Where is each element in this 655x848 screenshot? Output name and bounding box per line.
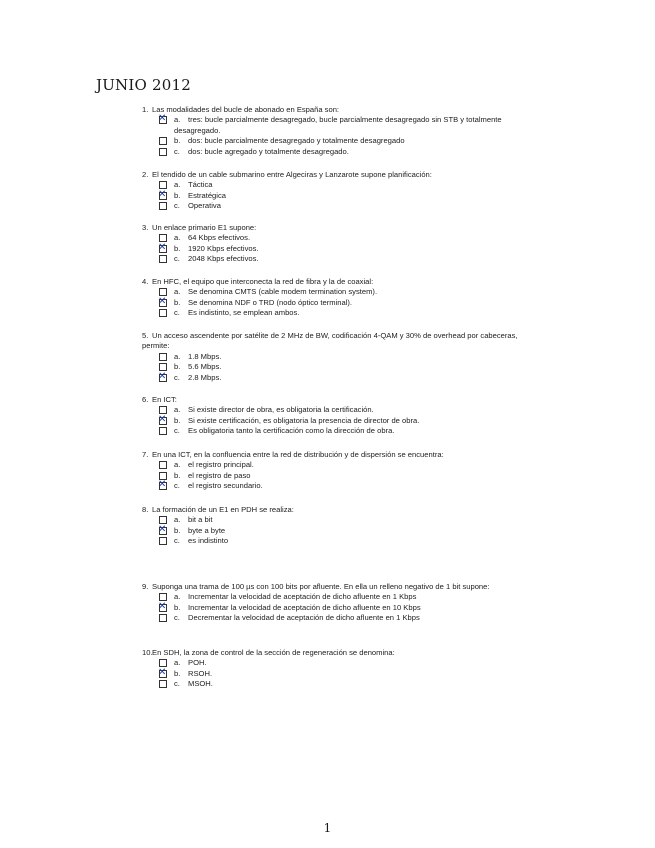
- checkbox[interactable]: [158, 188, 167, 200]
- question-7: [142, 450, 522, 492]
- option-6c[interactable]: [142, 426, 522, 436]
- question-text: Las modalidades del bucle de abonado en España son:: [152, 105, 340, 114]
- option-text: POH.: [188, 658, 207, 668]
- option-text: dos: bucle parcialmente desagregado y totalmente desagregado: [188, 136, 405, 146]
- option-7b[interactable]: [142, 471, 522, 481]
- option-letter: c.: [174, 679, 180, 689]
- option-8a[interactable]: [142, 515, 522, 525]
- option-letter: a.: [174, 658, 181, 668]
- checkbox[interactable]: [158, 600, 167, 612]
- option-letter: c.: [174, 426, 180, 436]
- option-8c[interactable]: [142, 536, 522, 546]
- question-text: El tendido de un cable submarino entre Algeciras y Lanzarote supone planificación:: [152, 170, 432, 179]
- checkbox[interactable]: [158, 523, 167, 535]
- checkbox[interactable]: [158, 113, 167, 125]
- option-letter: a.: [174, 180, 181, 190]
- check-mark-icon: ✕: [158, 113, 167, 125]
- option-text: Si existe certificación, es obligatoria la presencia de director de obra.: [188, 415, 420, 425]
- checkbox[interactable]: [159, 537, 167, 545]
- question-2: [142, 170, 522, 212]
- option-text: 2.8 Mbps.: [188, 372, 222, 382]
- option-1c[interactable]: [142, 147, 522, 157]
- option-letter: c.: [174, 201, 180, 211]
- option-text: el registro principal.: [188, 460, 254, 470]
- option-text: Se denomina NDF o TRD (nodo óptico terminal).: [188, 297, 353, 307]
- option-letter: c.: [174, 481, 180, 491]
- checkbox[interactable]: [158, 370, 167, 382]
- option-letter: a.: [174, 287, 181, 297]
- option-letter: b.: [174, 668, 181, 678]
- option-text: dos: bucle agregado y totalmente desagregado.: [188, 146, 349, 156]
- option-2a[interactable]: [142, 180, 522, 190]
- check-mark-icon: ✕: [158, 241, 167, 253]
- checkbox[interactable]: [159, 202, 167, 210]
- option-letter: b.: [174, 297, 181, 307]
- option-letter: a.: [174, 115, 181, 125]
- option-2b[interactable]: [142, 188, 522, 201]
- option-text: Operativa: [188, 201, 221, 211]
- question-text: En ICT:: [152, 395, 177, 404]
- option-text: MSOH.: [188, 679, 213, 689]
- option-text: 64 Kbps efectivos.: [188, 233, 251, 243]
- option-letter: c.: [174, 372, 180, 382]
- question-text: Un enlace primario E1 supone:: [152, 223, 257, 232]
- option-10a[interactable]: [142, 658, 522, 668]
- option-9a[interactable]: [142, 592, 522, 602]
- option-letter: b.: [174, 362, 181, 372]
- check-mark-icon: ✕: [158, 479, 167, 491]
- option-3c[interactable]: [142, 254, 522, 264]
- option-text: 5.6 Mbps.: [188, 362, 222, 372]
- option-9b[interactable]: [142, 600, 522, 613]
- option-10b[interactable]: [142, 666, 522, 679]
- checkbox[interactable]: [159, 427, 167, 435]
- option-letter: a.: [174, 592, 181, 602]
- option-letter: b.: [174, 602, 181, 612]
- option-text: Es indistinto, se emplean ambos.: [188, 308, 300, 318]
- option-text: Estratégica: [188, 190, 226, 200]
- option-text: es indistinto: [188, 536, 229, 546]
- option-text: tres: bucle parcialmente desagregado, bucle parcialmente desagregado sin STB y totalmente desagregado.: [174, 115, 502, 135]
- option-4b[interactable]: [142, 295, 522, 308]
- option-text: el registro secundario.: [188, 481, 263, 491]
- option-letter: b.: [174, 415, 181, 425]
- option-4a[interactable]: [142, 287, 522, 297]
- question-number: 9.: [142, 582, 149, 591]
- option-text: 1.8 Mbps.: [188, 351, 222, 361]
- question-10: [142, 648, 522, 690]
- checkbox[interactable]: [158, 241, 167, 253]
- checkbox[interactable]: [159, 614, 167, 622]
- option-4c[interactable]: [142, 308, 522, 318]
- option-6a[interactable]: [142, 405, 522, 415]
- checkbox[interactable]: [159, 353, 167, 361]
- question-text: En HFC, el equipo que interconecta la red de fibra y la de coaxial:: [152, 277, 374, 286]
- question-text: La formación de un E1 en PDH se realiza:: [152, 505, 294, 514]
- checkbox[interactable]: [159, 137, 167, 145]
- checkbox[interactable]: [159, 461, 167, 469]
- option-letter: b.: [174, 136, 181, 146]
- page-title: JUNIO 2012: [96, 76, 191, 94]
- option-letter: c.: [174, 254, 180, 264]
- check-mark-icon: ✕: [158, 188, 167, 200]
- option-8b[interactable]: [142, 523, 522, 536]
- option-10c[interactable]: [142, 679, 522, 689]
- question-1: [142, 105, 522, 157]
- option-text: el registro de paso: [188, 470, 251, 480]
- option-letter: a.: [174, 405, 181, 415]
- check-mark-icon: ✕: [158, 370, 167, 382]
- question-8: [142, 505, 522, 547]
- question-4: [142, 277, 522, 319]
- checkbox[interactable]: [158, 666, 167, 678]
- question-number: 10.: [142, 648, 153, 657]
- checkbox[interactable]: [159, 309, 167, 317]
- check-mark-icon: ✕: [158, 295, 167, 307]
- option-text: Incrementar la velocidad de aceptación de dicho afluente en 1 Kbps: [188, 592, 417, 602]
- check-mark-icon: ✕: [158, 523, 167, 535]
- option-1a[interactable]: [142, 115, 522, 136]
- option-5c[interactable]: [142, 370, 522, 383]
- question-number: 4.: [142, 277, 149, 286]
- option-letter: a.: [174, 460, 181, 470]
- option-text: Se denomina CMTS (cable modem termination system).: [188, 287, 378, 297]
- question-number: 3.: [142, 223, 149, 232]
- option-letter: a.: [174, 351, 181, 361]
- option-text: Incrementar la velocidad de aceptación de dicho afluente en 10 Kbps: [188, 602, 421, 612]
- option-text: Si existe director de obra, es obligatoria la certificación.: [188, 405, 374, 415]
- option-letter: b.: [174, 525, 181, 535]
- checkbox[interactable]: [158, 413, 167, 425]
- option-5a[interactable]: [142, 352, 522, 362]
- option-text: byte a byte: [188, 525, 226, 535]
- option-9c[interactable]: [142, 613, 522, 623]
- option-7c[interactable]: [142, 481, 522, 491]
- checkbox[interactable]: [159, 680, 167, 688]
- option-1b[interactable]: [142, 136, 522, 146]
- question-text: En una ICT, en la confluencia entre la red de distribución y de dispersión se encuentra:: [152, 450, 444, 459]
- question-3: [142, 223, 522, 265]
- question-number: 2.: [142, 170, 149, 179]
- option-text: 2048 Kbps efectivos.: [188, 254, 259, 264]
- question-text: Un acceso ascendente por satélite de 2 MHz de BW, codificación 4-QAM y 30% de overhead por cabeceras, permite:: [142, 331, 518, 351]
- option-letter: b.: [174, 190, 181, 200]
- option-letter: c.: [174, 536, 180, 546]
- question-number: 7.: [142, 450, 149, 459]
- question-9: [142, 582, 522, 624]
- checkbox[interactable]: [158, 295, 167, 307]
- option-text: bit a bit: [188, 515, 213, 525]
- option-6b[interactable]: [142, 413, 522, 426]
- option-2c[interactable]: [142, 201, 522, 211]
- check-mark-icon: ✕: [158, 413, 167, 425]
- option-letter: b.: [174, 470, 181, 480]
- check-mark-icon: ✕: [158, 666, 167, 678]
- option-letter: c.: [174, 613, 180, 623]
- option-3b[interactable]: [142, 241, 522, 254]
- option-7a[interactable]: [142, 460, 522, 470]
- option-text: RSOH.: [188, 668, 213, 678]
- checkbox[interactable]: [159, 255, 167, 263]
- option-text: Es obligatoria tanto la certificación como la dirección de obra.: [188, 426, 395, 436]
- checkbox[interactable]: [159, 148, 167, 156]
- question-number: 6.: [142, 395, 149, 404]
- option-text: Táctica: [188, 180, 213, 190]
- option-3a[interactable]: [142, 233, 522, 243]
- checkbox[interactable]: [158, 479, 167, 491]
- option-letter: c.: [174, 308, 180, 318]
- option-letter: a.: [174, 233, 181, 243]
- page-number: 1: [323, 821, 332, 835]
- option-text: Decrementar la velocidad de aceptación de dicho afluente en 1 Kbps: [188, 613, 420, 623]
- question-text: Suponga una trama de 100 µs con 100 bits por afluente. En ella un relleno negativo de 1 bit supone:: [152, 582, 490, 591]
- option-text: 1920 Kbps efectivos.: [188, 243, 259, 253]
- question-6: [142, 395, 522, 437]
- question-text: En SDH, la zona de control de la sección de regeneración se denomina:: [152, 648, 395, 657]
- question-number: 5.: [142, 331, 149, 340]
- option-letter: c.: [174, 146, 180, 156]
- question-5: [142, 331, 522, 383]
- check-mark-icon: ✕: [158, 600, 167, 612]
- option-5b[interactable]: [142, 362, 522, 372]
- question-number: 1.: [142, 105, 149, 114]
- option-letter: b.: [174, 243, 181, 253]
- question-number: 8.: [142, 505, 149, 514]
- option-letter: a.: [174, 515, 181, 525]
